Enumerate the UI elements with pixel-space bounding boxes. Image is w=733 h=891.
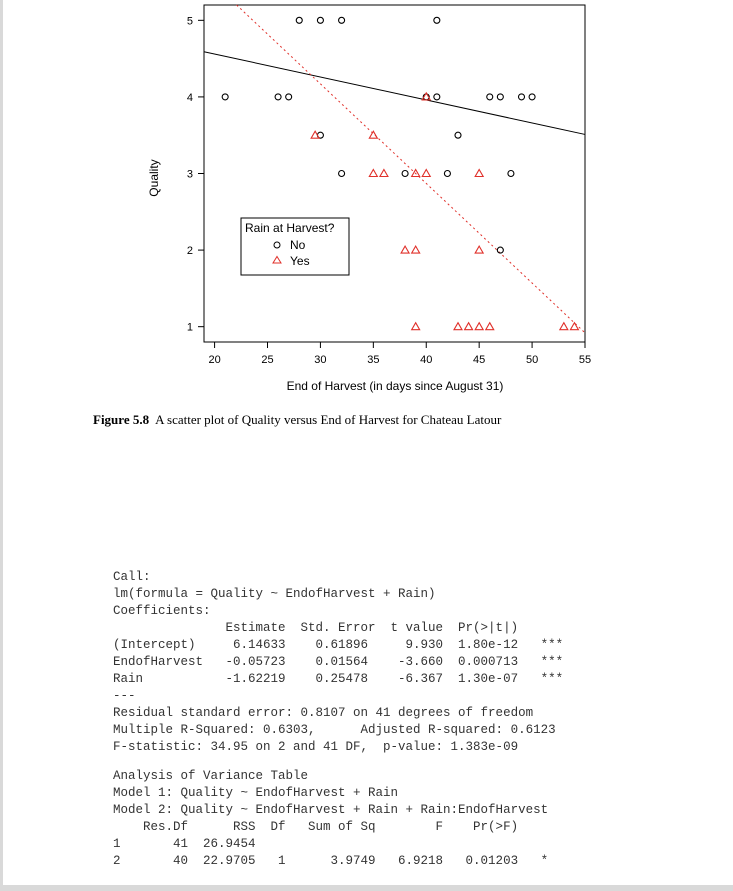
anova-output-line: 1 41 26.9454 [113,837,256,851]
point-no [497,94,503,100]
point-no [339,171,345,177]
point-no [508,171,514,177]
point-yes [412,246,420,253]
fit-line-no [204,52,585,135]
x-tick-label: 40 [420,354,433,366]
point-no [222,94,228,100]
point-yes [369,170,377,177]
x-tick-label: 35 [367,354,380,366]
x-axis-label: End of Harvest (in days since August 31) [286,379,504,393]
anova-output-line: Model 2: Quality ~ EndofHarvest + Rain + Rain:EndofHarvest [113,803,549,817]
anova-output-line: Res.Df RSS Df Sum of Sq F Pr(>F) [113,820,519,834]
figure-caption-text: A scatter plot of Quality versus End of Harvest for Chateau Latour [155,412,502,427]
point-yes [422,170,430,177]
point-yes [560,323,568,330]
legend-title: Rain at Harvest? [245,221,335,235]
point-no [339,17,345,23]
axes [187,15,591,366]
point-yes [412,323,420,330]
point-no [286,94,292,100]
regression-output-line: EndofHarvest -0.05723 0.01564 -3.660 0.000713 *** [113,655,564,669]
point-yes [369,131,377,138]
y-tick-label: 1 [186,321,193,334]
regression-output-line: lm(formula = Quality ~ EndofHarvest + Rain) [113,587,436,601]
plot-box [204,5,585,342]
x-tick-label: 45 [473,354,486,366]
x-tick-label: 55 [578,354,592,366]
x-tick-label: 30 [314,354,327,366]
point-yes [475,323,483,330]
data-points [222,17,578,329]
point-yes [486,323,494,330]
anova-output [113,768,548,870]
y-tick-label: 4 [186,91,193,104]
point-yes [475,170,483,177]
point-no [455,132,461,138]
y-tick-label: 3 [186,168,193,181]
scatter-plot [0,0,733,400]
point-yes [454,323,462,330]
x-tick-label: 50 [525,354,539,366]
anova-output-line: 2 40 22.9705 1 3.9749 6.9218 0.01203 * [113,854,549,868]
point-no [296,17,302,23]
point-no [402,171,408,177]
regression-output-line: --- [113,689,136,703]
point-yes [475,246,483,253]
point-no [444,171,450,177]
y-tick-label: 2 [186,245,193,258]
point-no [275,94,281,100]
anova-output-line: Analysis of Variance Table [113,769,309,783]
legend-no-label: No [290,238,306,252]
figure-caption [93,412,501,428]
point-no [434,94,440,100]
point-yes [570,323,578,330]
legend [241,218,349,275]
regression-output-line: Estimate Std. Error t value Pr(>|t|) [113,621,519,635]
regression-output-line: Coefficients: [113,604,211,618]
regression-output-line: (Intercept) 6.14633 0.61896 9.930 1.80e-12 *** [113,638,564,652]
point-yes [465,323,473,330]
anova-output-line: Model 1: Quality ~ EndofHarvest + Rain [113,786,399,800]
regression-output-line: Multiple R-Squared: 0.6303, Adjusted R-squared: 0.6123 [113,723,556,737]
regression-output [113,569,563,756]
fit-line-yes [237,5,585,333]
point-no [317,17,323,23]
regression-output-line: Residual standard error: 0.8107 on 41 degrees of freedom [113,706,534,720]
regression-output-line: Rain -1.62219 0.25478 -6.367 1.30e-07 *** [113,672,564,686]
y-tick-label: 5 [186,15,193,28]
page-frame-bottom [0,885,733,891]
point-no [487,94,493,100]
legend-yes-label: Yes [290,254,310,268]
fit-lines [204,5,585,333]
point-yes [401,246,409,253]
point-no [519,94,525,100]
y-axis-label: Quality [147,159,161,197]
regression-output-line: Call: [113,570,151,584]
x-tick-label: 25 [261,354,274,366]
regression-output-line: F-statistic: 34.95 on 2 and 41 DF, p-value: 1.383e-09 [113,740,519,754]
x-tick-label: 20 [208,354,221,366]
point-no [497,247,503,253]
point-no [434,17,440,23]
point-yes [380,170,388,177]
figure-label: Figure 5.8 [93,412,150,427]
point-no [529,94,535,100]
